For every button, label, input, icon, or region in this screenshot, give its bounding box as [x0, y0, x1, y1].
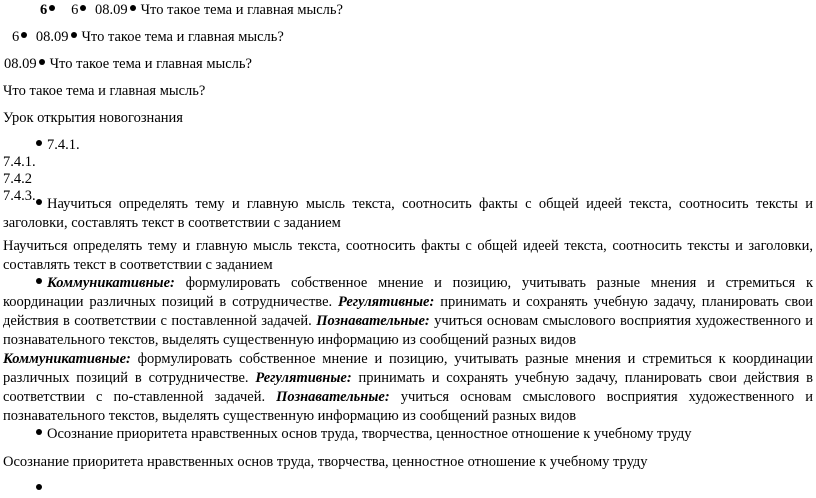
regulatory-text: принимать и сохранять учебную задачу, планировать свои действия в соответствии с поставленной задачей.	[3, 294, 813, 329]
lesson-type: Урок открытия новогознания	[3, 110, 183, 126]
uud-paragraph	[3, 350, 813, 426]
cognitive-text: учиться основам смыслового восприятия художественного и познавательного текстов, выделять существенную информацию из сообщений разных видов	[3, 313, 813, 348]
header-line-3	[4, 56, 252, 73]
objective-code-3: 7.4.3.	[3, 188, 36, 204]
date-label: 08.09	[95, 2, 128, 18]
bullet-icon	[36, 199, 42, 205]
title-line: Что такое тема и главная мысль?	[3, 83, 206, 99]
communicative-label: Коммуникативные:	[47, 275, 175, 291]
title-text: Что такое тема и главная мысль?	[81, 29, 284, 45]
title-text: Что такое тема и главная мысль?	[49, 56, 252, 72]
bullet-icon	[71, 32, 77, 38]
regulatory-text: принимать и сохранять учебную задачу, планировать свои действия в соответствии с по-ставленной задачей.	[3, 370, 813, 405]
bullet-icon	[49, 5, 55, 11]
bullet-icon	[36, 429, 42, 435]
bullet-icon	[36, 278, 42, 284]
trailing-bullet	[34, 481, 47, 498]
header-line-2	[12, 29, 284, 46]
number-label: 6	[71, 2, 79, 18]
communicative-label: Коммуникативные:	[3, 351, 131, 367]
title-text: Что такое тема и главная мысль?	[140, 2, 343, 18]
cognitive-label: Познавательные:	[316, 313, 430, 329]
bullet-icon	[39, 59, 45, 65]
regulatory-label: Регулятивные:	[255, 370, 352, 386]
regulatory-label: Регулятивные:	[338, 294, 435, 310]
bullet-icon	[36, 140, 42, 146]
personal-text: Осознание приоритета нравственных основ труда, творчества, ценностное отношение к учебному труду	[47, 426, 692, 442]
date-label: 08.09	[35, 29, 69, 45]
bullet-icon	[21, 32, 27, 38]
date-label: 08.09	[4, 56, 37, 72]
goals-paragraph: Научиться определять тему и главную мысль текста, соотносить факты с общей идеей текста, соотносить тексты и заголовки, составлять текст в соответствии с заданием	[3, 238, 813, 273]
number-label: 6	[40, 2, 48, 18]
goals-bullet-paragraph	[3, 195, 813, 233]
objective-code-1: 7.4.1.	[3, 154, 36, 170]
objective-code-2: 7.4.2	[3, 171, 32, 187]
bullet-icon	[80, 5, 86, 11]
objective-bullet	[34, 137, 80, 154]
cognitive-label: Познавательные:	[276, 389, 390, 405]
personal-line: Осознание приоритета нравственных основ труда, творчества, ценностное отношение к учебному труду	[3, 454, 648, 470]
cognitive-text: учиться основам смыслового восприятия художественного и познавательного текстов, выделять существенную информацию из сообщений разных видов	[3, 389, 813, 424]
bullet-icon	[36, 484, 42, 490]
personal-bullet-line	[34, 426, 692, 443]
communicative-text: формулировать собственное мнение и позицию, учитывать разные мнения и стремиться к координации различных позиций в сотрудничестве.	[3, 275, 813, 310]
header-line-1	[40, 2, 343, 19]
communicative-text: формулировать собственное мнение и позицию, учитывать разные мнения и стремиться к координации различных позиций в сотрудничестве.	[3, 351, 813, 386]
uud-bullet-paragraph	[3, 274, 813, 350]
bullet-icon	[130, 5, 136, 11]
objective-code: 7.4.1.	[47, 137, 80, 153]
goals-text: Научиться определять тему и главную мысль текста, соотносить факты с общей идеей текста, соотносить тексты и заголовки, составлять текст в соответствии с заданием	[3, 196, 813, 231]
number-label: 6	[12, 29, 20, 45]
